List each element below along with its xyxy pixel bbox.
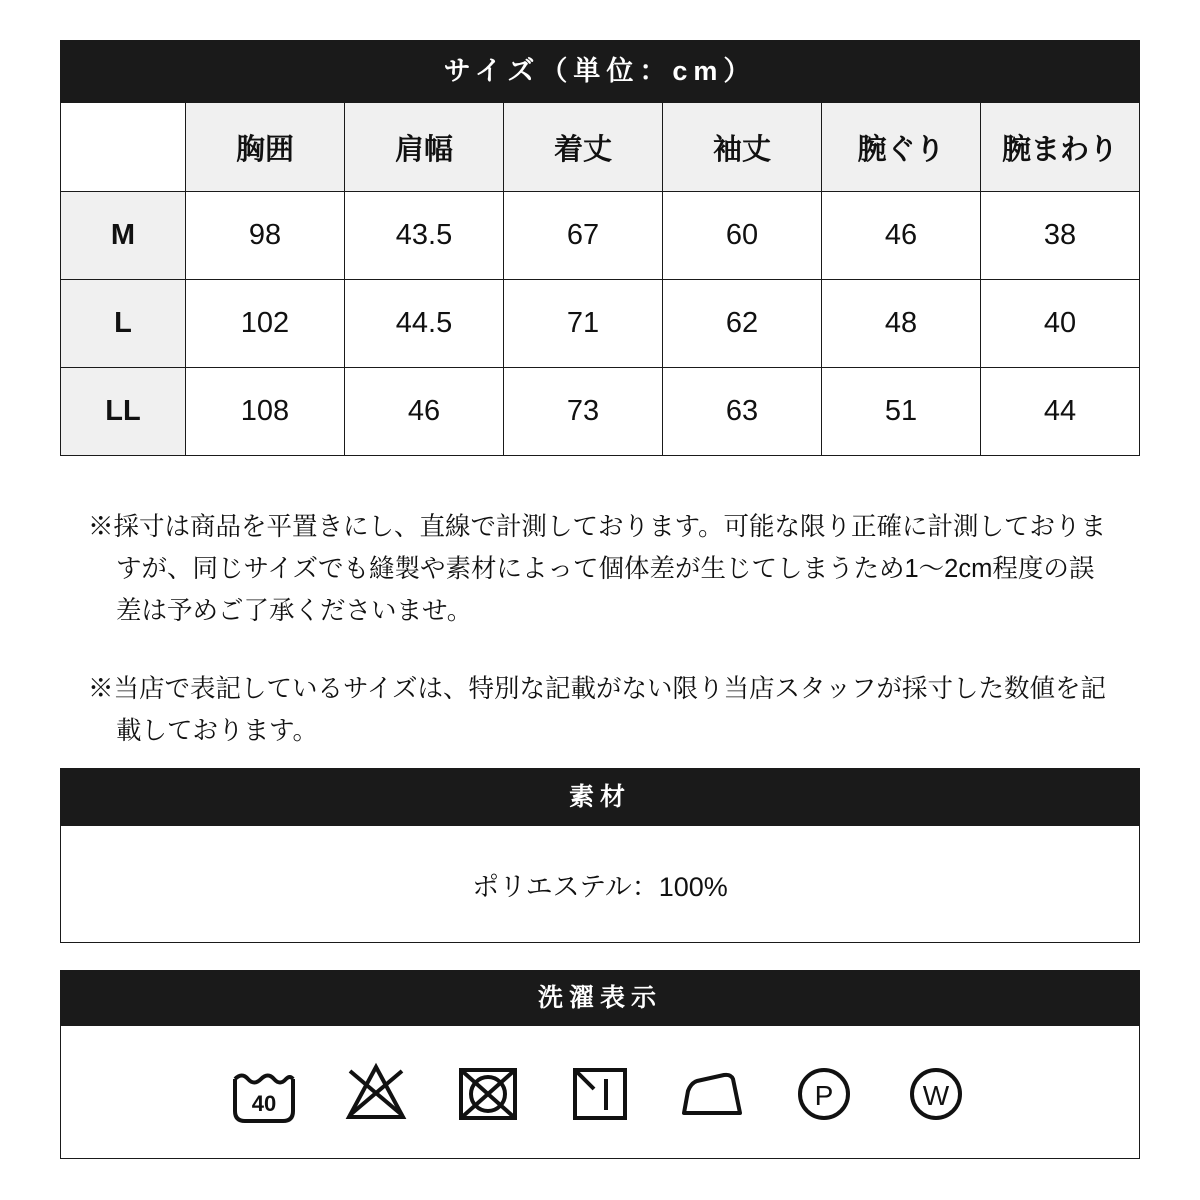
cell-ll-armcircumference: 44	[981, 368, 1140, 456]
drip-dry-in-shade-icon	[561, 1053, 639, 1131]
table-row	[61, 368, 1140, 456]
note-staff-measured	[88, 668, 1118, 752]
material-value-row	[60, 826, 1140, 943]
note-measurement-text: ※採寸は商品を平置きにし、直線で計測しております。可能な限り正確に計測しておりますが、同じサイズでも縫製や素材によって個体差が生じてしまうため1〜2cm程度の誤差は予めご了承くださいませ。	[88, 512, 1106, 625]
cell-l-sleeve: 62	[663, 280, 822, 368]
row-label-l: L	[61, 280, 186, 368]
table-header-length: 着丈	[504, 103, 663, 192]
no-tumble-dry-icon	[449, 1053, 527, 1131]
size-section	[60, 40, 1140, 456]
dryclean-p-label: P	[814, 1080, 834, 1111]
wash-section	[60, 970, 1140, 1159]
cell-ll-sleeve: 63	[663, 368, 822, 456]
note-staff-measured-text: ※当店で表記しているサイズは、特別な記載がない限り当店スタッフが採寸した数値を記載しております。	[88, 674, 1106, 745]
cell-ll-armhole: 51	[822, 368, 981, 456]
cell-m-length: 67	[504, 192, 663, 280]
no-bleach-icon	[337, 1053, 415, 1131]
notes-section	[88, 480, 1118, 788]
cell-m-bust: 98	[186, 192, 345, 280]
table-row	[61, 192, 1140, 280]
table-row	[61, 280, 1140, 368]
cell-m-armcircumference: 38	[981, 192, 1140, 280]
cell-m-shoulder: 43.5	[345, 192, 504, 280]
table-header-armhole: 腕ぐり	[822, 103, 981, 192]
cell-ll-length: 73	[504, 368, 663, 456]
wash-icon-row	[60, 1026, 1140, 1159]
table-header-armcircumference: 腕まわり	[981, 103, 1140, 192]
row-label-m: M	[61, 192, 186, 280]
material-section	[60, 768, 1140, 943]
cell-l-armhole: 48	[822, 280, 981, 368]
cell-ll-shoulder: 46	[345, 368, 504, 456]
row-label-ll: LL	[61, 368, 186, 456]
machine-wash-temperature-label: 40	[251, 1091, 277, 1116]
machine-wash-40-icon	[225, 1053, 303, 1131]
table-header-sleeve: 袖丈	[663, 103, 822, 192]
table-header-bust: 胸囲	[186, 103, 345, 192]
size-section-title: サイズ（単位：cm）	[60, 40, 1140, 102]
cell-l-bust: 102	[186, 280, 345, 368]
iron-low-icon	[673, 1053, 751, 1131]
wash-section-title: 洗濯表示	[60, 970, 1140, 1026]
wetclean-w-icon	[897, 1053, 975, 1131]
cell-m-sleeve: 60	[663, 192, 822, 280]
material-value: ポリエステル：100%	[472, 871, 728, 902]
cell-l-length: 71	[504, 280, 663, 368]
material-section-title: 素材	[60, 768, 1140, 826]
wetclean-w-label: W	[922, 1080, 950, 1111]
cell-l-shoulder: 44.5	[345, 280, 504, 368]
cell-m-armhole: 46	[822, 192, 981, 280]
table-header-shoulder: 肩幅	[345, 103, 504, 192]
note-measurement	[88, 506, 1118, 632]
cell-ll-bust: 108	[186, 368, 345, 456]
dryclean-p-icon	[785, 1053, 863, 1131]
cell-l-armcircumference: 40	[981, 280, 1140, 368]
table-header-row	[61, 103, 1140, 192]
size-table	[60, 102, 1140, 456]
table-header-corner	[61, 103, 186, 192]
